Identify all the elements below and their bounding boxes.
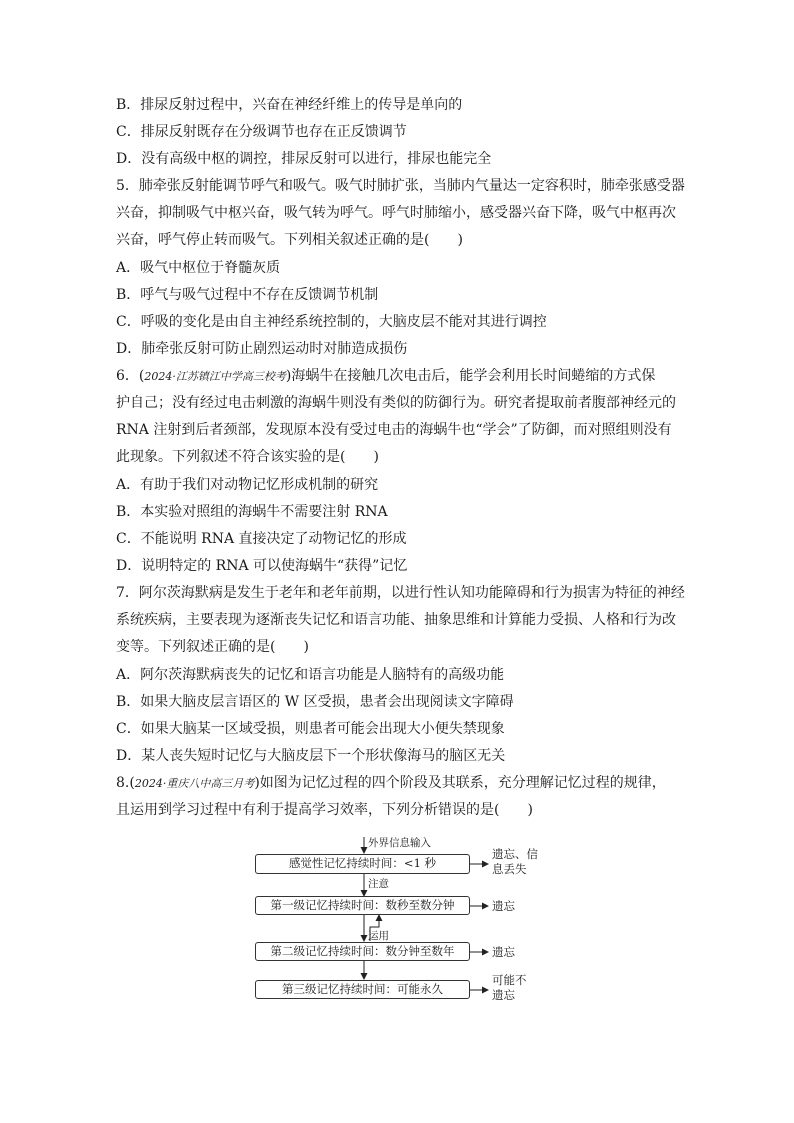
attention-label: 注意: [368, 878, 389, 890]
question-5-stem: 5．肺牵张反射能调节呼气和吸气。吸气时肺扩张，当肺内气量达一定容积时，肺牵张感受器: [116, 178, 685, 194]
question-8-number: 8.(: [116, 775, 135, 791]
question-7-stem-3: 变等。下列叙述正确的是( ): [116, 639, 309, 655]
not-forget-label-line2: 遗忘: [492, 988, 515, 1002]
question-7-stem-2: 系统疾病，主要表现为逐渐丧失记忆和语言功能、抽象思维和计算能力受损、人格和行为改: [116, 612, 676, 628]
use-label: 运用: [368, 930, 389, 942]
option-c-q4: C．排尿反射既存在分级调节也存在正反馈调节: [116, 124, 407, 140]
option-c-q5: C．呼吸的变化是由自主神经系统控制的，大脑皮层不能对其进行调控: [116, 314, 547, 330]
question-6-stem-4: 此现象。下列叙述不符合该实验的是( ): [116, 449, 379, 465]
not-forget-label-line1: 可能不: [492, 973, 527, 987]
option-c-q6: C．不能说明 RNA 直接决定了动物记忆的形成: [116, 531, 407, 547]
forget-label-2: 遗忘: [492, 899, 515, 913]
forget-label-1-line1: 遗忘、信: [492, 847, 538, 861]
sensory-memory-box: 感觉性记忆持续时间：<1 秒: [255, 854, 470, 874]
option-d-q6: D．说明特定的 RNA 可以使海蜗牛“获得”记忆: [116, 558, 408, 574]
question-6-stem-3: RNA 注射到后者颈部，发现原本没有受过电击的海蜗牛也“学会”了防御，而对照组则没有: [116, 422, 672, 438]
question-6-number: 6．(: [116, 368, 145, 384]
option-a-q6: A．有助于我们对动物记忆形成机制的研究: [116, 477, 379, 493]
option-d-q4: D．没有高级中枢的调控，排尿反射可以进行，排尿也能完全: [116, 151, 492, 167]
forget-label-1-line2: 息丢失: [492, 862, 527, 876]
option-b-q5: B．呼气与吸气过程中不存在反馈调节机制: [116, 287, 379, 303]
question-7-stem: 7．阿尔茨海默病是发生于老年和老年前期，以进行性认知功能障碍和行为损害为特征的神经: [116, 585, 685, 601]
question-8-stem-2: 且运用到学习过程中有利于提高学习效率，下列分析错误的是( ): [116, 802, 533, 818]
option-a-q7: A．阿尔茨海默病丧失的记忆和语言功能是人脑特有的高级功能: [116, 667, 505, 683]
question-8-text: )如图为记忆过程的四个阶段及其联系，充分理解记忆过程的规律，: [254, 775, 666, 791]
forget-label-3: 遗忘: [492, 945, 515, 959]
option-d-q5: D．肺牵张反射可防止剧烈运动时对肺造成损伤: [116, 341, 408, 357]
question-5-stem-3: 兴奋，呼气停止转而吸气。下列相关叙述正确的是( ): [116, 232, 463, 248]
option-b-q6: B．本实验对照组的海蜗牛不需要注射 RNA: [116, 504, 388, 520]
option-a-q5: A．吸气中枢位于脊髓灰质: [116, 260, 281, 276]
not-forget-label: [492, 973, 527, 1003]
question-6-text: )海蜗牛在接触几次电击后，能学会利用长时间蜷缩的方式保: [285, 368, 656, 384]
first-level-memory-box: 第一级记忆持续时间：数秒至数分钟: [255, 896, 470, 915]
third-level-memory-box: 第三级记忆持续时间：可能永久: [255, 980, 470, 999]
option-c-q7: C．如果大脑某一区域受损，则患者可能会出现大小便失禁现象: [116, 721, 505, 737]
question-8-stem: [116, 774, 666, 793]
question-8-source: 2024·重庆八中高三月考: [134, 777, 255, 790]
question-6-stem-2: 护自己；没有经过电击刺激的海蜗牛则没有类似的防御行为。研究者提取前者腹部神经元的: [116, 395, 676, 411]
input-label: 外界信息输入: [368, 837, 431, 849]
memory-process-diagram: [252, 835, 572, 1010]
option-b-q4: B．排尿反射过程中，兴奋在神经纤维上的传导是单向的: [116, 97, 463, 113]
second-level-memory-box: 第二级记忆持续时间：数分钟至数年: [255, 942, 470, 961]
question-6-source: 2024·江苏镇江中学高三校考: [144, 370, 286, 383]
option-d-q7: D．某人丧失短时记忆与大脑皮层下一个形状像海马的脑区无关: [116, 748, 506, 764]
option-b-q7: B．如果大脑皮层言语区的 W 区受损，患者会出现阅读文字障碍: [116, 694, 514, 710]
question-6-stem: [116, 367, 655, 386]
forget-label-1: [492, 847, 538, 877]
question-5-stem-2: 兴奋，抑制吸气中枢兴奋，吸气转为呼气。呼气时肺缩小，感受器兴奋下降，吸气中枢再次: [116, 205, 676, 221]
